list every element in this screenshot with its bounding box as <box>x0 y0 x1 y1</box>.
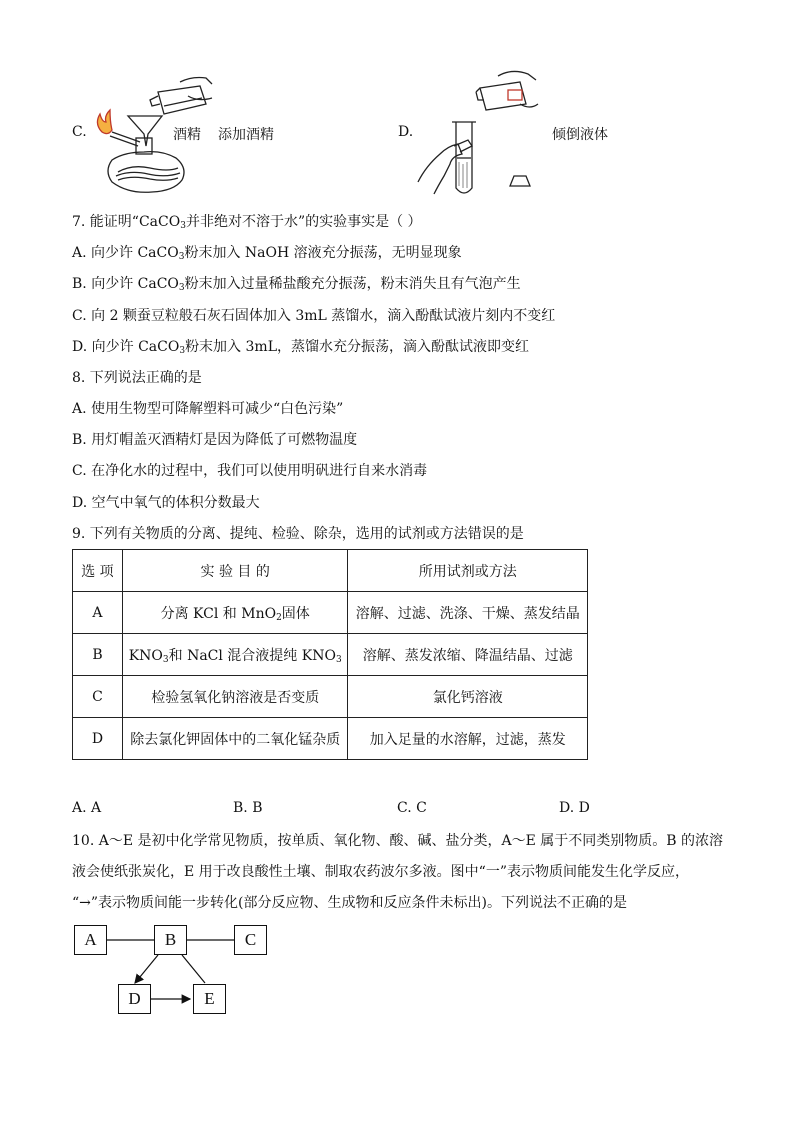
row-method: 氯化钙溶液 <box>348 676 588 718</box>
table-row <box>73 718 588 760</box>
q10-stem-line-2: 液会使纸张炭化，E 用于改良酸性土壤、制取农药波尔多液。图中“一”表示物质间能发生化学反应， <box>72 864 689 880</box>
q8-option-c: C. 在净化水的过程中，我们可以使用明矾进行自来水消毒 <box>72 463 428 479</box>
row-purpose: 分离 KCl 和 MnO$_2$固体 <box>122 592 348 634</box>
q7-option-d: D. 向少许 CaCO$_3$粉末加入 3mL，蒸馏水充分振荡，滴入酚酞试液即变红 <box>72 339 529 356</box>
pour-liquid-illustration <box>416 70 552 202</box>
q9-choice-a: A. A <box>72 800 102 816</box>
row-option: D <box>73 718 123 760</box>
table-row <box>73 634 588 676</box>
row-purpose: 检验氢氧化钠溶液是否变质 <box>122 676 348 718</box>
q9-choice-d: D. D <box>559 800 590 816</box>
q10-stem-line-3: “→”表示物质间能一步转化(部分反应物、生成物和反应条件未标出)。下列说法不正确的是 <box>72 895 627 911</box>
arrow-b-d <box>135 955 158 983</box>
q7-option-c: C. 向 2 颗蚕豆粒般石灰石固体加入 3mL 蒸馏水，滴入酚酞试液片刻内不变红 <box>72 308 556 324</box>
q9-choice-b: B. B <box>233 800 263 816</box>
header-purpose: 实 验 目 的 <box>122 550 348 592</box>
row-method: 溶解、蒸发浓缩、降温结晶、过滤 <box>348 634 588 676</box>
q9-stem: 9. 下列有关物质的分离、提纯、检验、除杂，选用的试剂或方法错误的是 <box>72 526 524 542</box>
node-a: A <box>74 925 107 955</box>
header-method: 所用试剂或方法 <box>348 550 588 592</box>
node-d: D <box>118 984 151 1014</box>
q8-option-a: A. 使用生物型可降解塑料可减少“白色污染” <box>72 401 344 417</box>
row-option: C <box>73 676 123 718</box>
q6-option-c-label-add: 添加酒精 <box>218 127 274 143</box>
q6-option-c-label-alcohol: 酒精 <box>173 127 201 143</box>
q9-choice-c: C. C <box>397 800 427 816</box>
q8-option-b: B. 用灯帽盖灭酒精灯是因为降低了可燃物温度 <box>72 432 358 448</box>
q8-stem: 8. 下列说法正确的是 <box>72 370 202 386</box>
q6-option-d-letter: D. <box>398 124 414 140</box>
row-purpose: $KNO_3$和 NaCl 混合液提纯 $KNO_3$ <box>122 634 348 676</box>
row-option: A <box>73 592 123 634</box>
header-option: 选 项 <box>73 550 123 592</box>
q7-option-b: B. 向少许 CaCO$_3$粉末加入过量稀盐酸充分振荡，粉末消失且有气泡产生 <box>72 276 521 293</box>
q8-option-d: D. 空气中氧气的体积分数最大 <box>72 495 260 511</box>
q6-option-d-label: 倾倒液体 <box>552 127 608 143</box>
connector-b-e <box>182 955 205 983</box>
q7-stem: 7. 能证明“CaCO$_3$并非绝对不溶于水”的实验事实是（ ） <box>72 214 422 231</box>
q9-table <box>72 549 588 760</box>
q7-option-a: A. 向少许 CaCO$_3$粉末加入 NaOH 溶液充分振荡，无明显现象 <box>72 245 462 262</box>
table-header-row <box>73 550 588 592</box>
row-method: 溶解、过滤、洗涤、干燥、蒸发结晶 <box>348 592 588 634</box>
row-method: 加入足量的水溶解，过滤，蒸发 <box>348 718 588 760</box>
table-row <box>73 676 588 718</box>
row-option: B <box>73 634 123 676</box>
node-b: B <box>154 925 187 955</box>
node-e: E <box>193 984 226 1014</box>
node-c: C <box>234 925 267 955</box>
q6-option-c-letter: C. <box>72 124 87 140</box>
row-purpose: 除去氯化钾固体中的二氧化锰杂质 <box>122 718 348 760</box>
table-row <box>73 592 588 634</box>
q10-stem-line-1: 10. A～E 是初中化学常见物质，按单质、氧化物、酸、碱、盐分类，A～E 属于不同类别物质。B 的浓溶 <box>72 833 724 849</box>
